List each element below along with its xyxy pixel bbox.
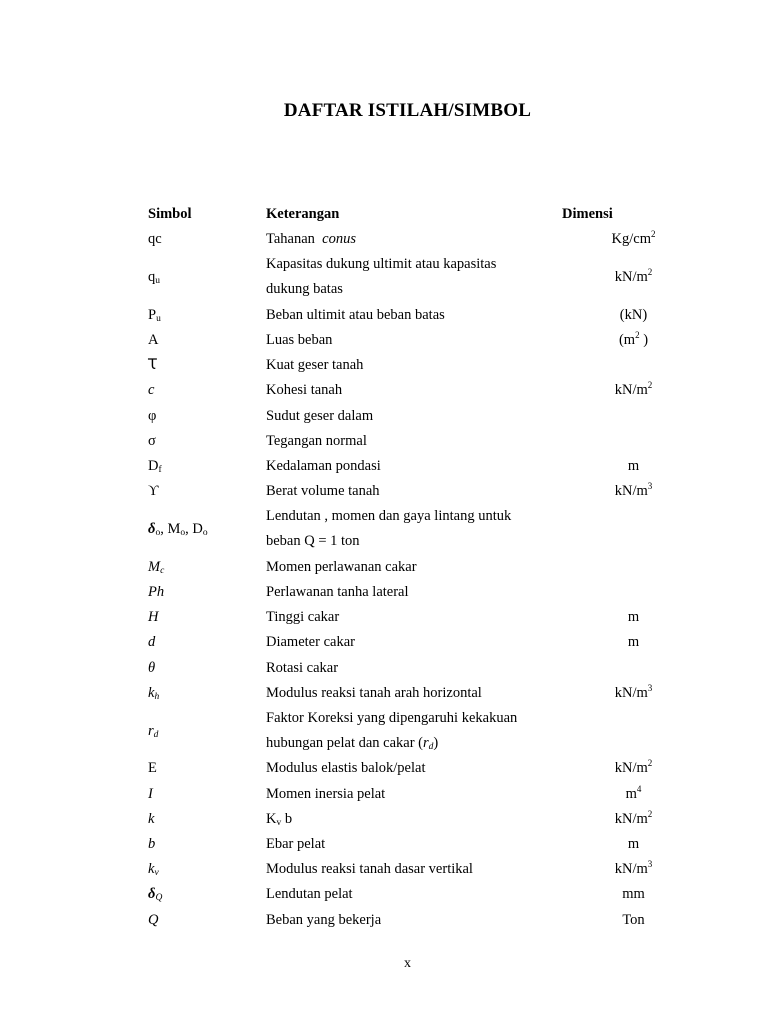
symbol-cell: b xyxy=(148,835,156,852)
dimension-cell: $kN/m^2$ xyxy=(614,758,653,777)
symbol-cell: c xyxy=(148,382,155,399)
description-cell: Faktor Koreksi yang dipengaruhi kekakuan hubungan pelat dan cakar $(r_d)$ xyxy=(266,709,518,753)
dimension-cell: Ton xyxy=(622,911,645,928)
description-cell: Lendutan pelat xyxy=(266,886,353,903)
symbol-cell: Ph xyxy=(148,583,165,600)
symbol-cell: $k_v$ xyxy=(148,861,159,879)
page-title: DAFTAR ISTILAH/SIMBOL xyxy=(283,100,532,121)
dimension-cell: m xyxy=(627,835,640,852)
dimension-cell: m xyxy=(627,609,640,626)
symbol-cell: θ xyxy=(148,659,156,676)
symbol-cell: qc xyxy=(148,231,162,248)
dimension-cell xyxy=(576,504,691,555)
header-symbol: Simbol xyxy=(148,206,192,222)
description-cell: Kohesi tanah xyxy=(266,382,343,399)
dimension-cell: ($m^2$ ) xyxy=(618,329,649,348)
description-cell: Berat volume tanah xyxy=(266,483,380,500)
description-cell: Sudut geser dalam xyxy=(266,407,374,424)
symbol-cell: A xyxy=(148,331,159,348)
description-cell: Tegangan normal xyxy=(266,432,367,449)
symbol-cell: $k_h$ xyxy=(148,684,160,702)
description-cell: Beban yang bekerja xyxy=(266,911,382,928)
symbol-cell: k xyxy=(148,810,155,827)
dimension-cell: $kN/m^2$ xyxy=(614,266,653,285)
table-row xyxy=(148,555,691,580)
description-cell: Ebar pelat xyxy=(266,835,326,852)
dimension-cell: $kN/m^2$ xyxy=(614,380,653,399)
table-row xyxy=(148,429,691,454)
description-cell: Diameter cakar xyxy=(266,634,355,651)
table-row xyxy=(148,353,691,378)
table-row xyxy=(148,706,691,757)
symbol-cell: $\delta_o$, $M_o$, $D_o$ xyxy=(148,520,208,538)
description-cell: Rotasi cakar xyxy=(266,659,339,676)
symbol-cell: $M_c$ xyxy=(148,558,165,576)
description-cell: $K_v$ b xyxy=(266,810,293,828)
header-description: Keterangan xyxy=(266,206,340,222)
symbol-cell: σ xyxy=(148,432,156,449)
table-row xyxy=(148,756,691,781)
description-cell: Momen inersia pelat xyxy=(266,785,386,802)
table-row xyxy=(148,605,691,630)
description-cell: Kedalaman pondasi xyxy=(266,457,381,474)
dimension-cell xyxy=(576,555,691,580)
symbol-cell: $D_f$ xyxy=(148,457,162,475)
dimension-cell: $m^4$ xyxy=(625,783,642,802)
table-row xyxy=(148,807,691,832)
description-cell: Beban ultimit atau beban batas xyxy=(266,306,445,323)
table-row xyxy=(148,328,691,353)
table-row xyxy=(148,504,691,555)
table-row xyxy=(148,907,691,932)
description-cell: Luas beban xyxy=(266,331,333,348)
header-dimension: Dimensi xyxy=(562,206,613,222)
symbol-cell: E xyxy=(148,760,157,777)
table-row xyxy=(148,882,691,907)
description-cell: Modulus elastis balok/pelat xyxy=(266,760,426,777)
dimension-cell: $Kg/cm^2$ xyxy=(611,229,656,248)
table-row xyxy=(148,252,691,303)
dimension-cell: $kN/m^3$ xyxy=(614,859,653,878)
table-row xyxy=(148,454,691,479)
symbol-cell: Q xyxy=(148,911,159,928)
dimension-cell: $kN/m^3$ xyxy=(614,682,653,701)
description-cell: Tahanan conus xyxy=(266,231,356,248)
symbol-cell: $r_d$ xyxy=(148,722,159,740)
symbol-cell: $P_u$ xyxy=(148,306,161,324)
dimension-cell: (kN) xyxy=(619,306,648,323)
table-row xyxy=(148,580,691,605)
table-row xyxy=(148,857,691,882)
table-row xyxy=(148,378,691,403)
symbol-cell: $\delta_Q$ xyxy=(148,886,163,904)
dimension-cell xyxy=(576,429,691,454)
description-cell: Modulus reaksi tanah dasar vertikal xyxy=(266,861,473,878)
description-cell: Tinggi cakar xyxy=(266,609,340,626)
dimension-cell: m xyxy=(627,457,640,474)
dimension-cell xyxy=(576,580,691,605)
table-row xyxy=(148,630,691,655)
symbol-cell: d xyxy=(148,634,156,651)
glossary-table xyxy=(148,202,691,933)
table-row xyxy=(148,403,691,428)
table-row xyxy=(148,227,691,252)
table-row xyxy=(148,681,691,706)
description-cell: Momen perlawanan cakar xyxy=(266,558,417,575)
table-row xyxy=(148,303,691,328)
symbol-cell: $q_u$ xyxy=(148,268,160,286)
dimension-cell xyxy=(576,706,691,757)
table-row xyxy=(148,655,691,680)
dimension-cell: m xyxy=(627,634,640,651)
description-cell: Lendutan , momen dan gaya lintang untuk beban Q = 1 ton xyxy=(266,508,512,550)
symbol-cell: I xyxy=(148,785,153,802)
page-number: x xyxy=(404,956,411,971)
symbol-cell: H xyxy=(148,609,159,626)
table-row xyxy=(148,782,691,807)
dimension-cell xyxy=(576,403,691,428)
symbol-cell: ϒ xyxy=(148,483,159,500)
description-cell: Kapasitas dukung ultimit atau kapasitas dukung batas xyxy=(266,256,497,298)
description-cell: Kuat geser tanah xyxy=(266,357,364,374)
symbol-cell: Ꚍ xyxy=(148,357,157,374)
dimension-cell xyxy=(576,353,691,378)
description-cell: Modulus reaksi tanah arah horizontal xyxy=(266,684,482,701)
symbol-cell: φ xyxy=(148,407,157,424)
description-cell: Perlawanan tanha lateral xyxy=(266,583,409,600)
table-row xyxy=(148,832,691,857)
table-row xyxy=(148,479,691,504)
dimension-cell: $kN/m^3$ xyxy=(614,481,653,500)
table-header-row xyxy=(148,202,691,227)
dimension-cell xyxy=(576,655,691,680)
dimension-cell: $kN/m^2$ xyxy=(614,808,653,827)
dimension-cell: mm xyxy=(622,886,645,903)
